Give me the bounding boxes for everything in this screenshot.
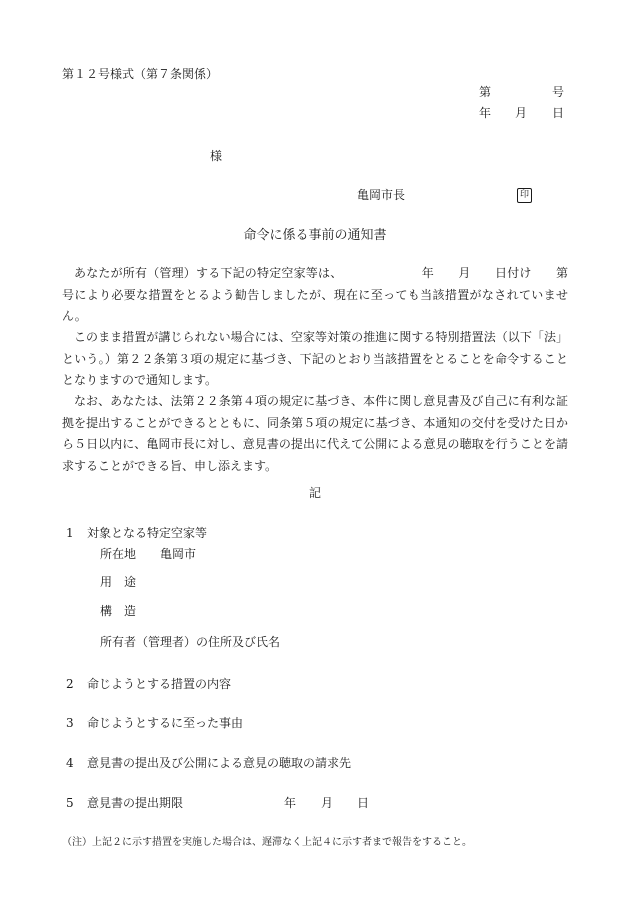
addressee-suffix: 様 (210, 149, 223, 163)
doc-number-suffix: 号 (552, 85, 565, 99)
doc-number-prefix: 第 (479, 85, 492, 99)
seal-icon: 印 (517, 188, 532, 203)
footnote: （注）上記２に示す措置を実施した場合は、遅滞なく上記４に示す者まで報告をすること。 (62, 837, 472, 848)
location-value: 亀岡市 (160, 547, 197, 561)
location-label: 所在地 (100, 547, 137, 561)
ki-heading: 記 (309, 486, 322, 500)
form-id: 第１２号様式（第７条関係） (62, 67, 219, 81)
item2-number: 2 (66, 677, 74, 691)
deadline-year-label: 年 (284, 796, 297, 810)
owner-label: 所有者（管理者）の住所及び氏名 (100, 635, 281, 649)
body-paragraph-1: あなたが所有（管理）する下記の特定空家等は、 年 月 日付け 第 号により必要な措置をとるよう勧告しましたが、現在に至っても当該措置がなされていません。 (62, 266, 617, 323)
structure-label: 構 造 (100, 604, 137, 618)
deadline-day-label: 日 (357, 796, 370, 810)
date-day-label: 日 (552, 106, 565, 120)
item4-title: 意見書の提出及び公開による意見の聴取の請求先 (87, 756, 352, 770)
item5-number: 5 (66, 796, 74, 810)
body-paragraph-3: なお、あなたは、法第２２条第４項の規定に基づき、本件に関し意見書及び自己に有利な証拠を提出することができるとともに、同条第５項の規定に基づき、本通知の交付を受けた日から５日以内に、亀岡市長に対し、意見書の提出に代えて公開による意見の聴取を行うことを請求することができる旨、申し添えます。 (62, 394, 568, 473)
date-year-label: 年 (479, 106, 492, 120)
date-month-label: 月 (515, 106, 528, 120)
use-label: 用 途 (100, 575, 137, 589)
sender-title: 亀岡市長 (357, 188, 406, 202)
item2-title: 命じようとする措置の内容 (87, 677, 232, 691)
deadline-month-label: 月 (321, 796, 334, 810)
item1-title: 対象となる特定空家等 (87, 526, 208, 540)
body-paragraph-2: このまま措置が講じられない場合には、空家等対策の推進に関する特別措置法（以下「法」という。）第２２条第３項の規定に基づき、下記のとおり当該措置をとることを命令することとなりますので通知します。 (62, 330, 568, 387)
item1-number: 1 (66, 526, 74, 540)
item3-title: 命じようとするに至った事由 (87, 716, 244, 730)
document-title: 命令に係る事前の通知書 (243, 228, 387, 243)
seal-mark (517, 187, 532, 203)
item3-number: 3 (66, 716, 74, 730)
item5-title: 意見書の提出期限 (87, 796, 184, 810)
item4-number: 4 (66, 756, 74, 770)
